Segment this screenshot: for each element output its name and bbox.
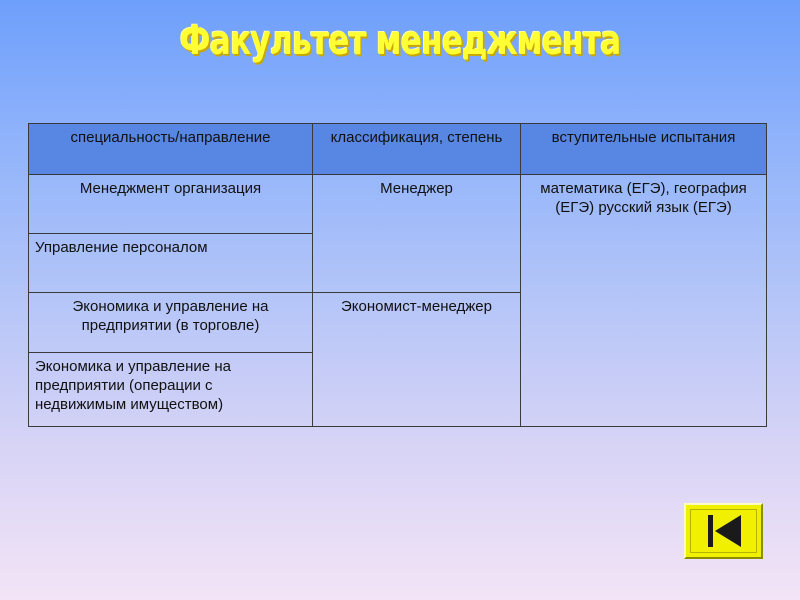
back-to-start-button[interactable] [684, 503, 763, 559]
table-row [29, 175, 767, 234]
specialties-table [28, 123, 767, 427]
specialty-cell: Экономика и управление на предприятии (операции с недвижимым имуществом) [29, 353, 313, 427]
header-qualification: классификация, степень [313, 124, 521, 175]
specialty-cell: Экономика и управление на предприятии (в торговле) [29, 293, 313, 353]
header-specialty: специальность/направление [29, 124, 313, 175]
header-exams: вступительные испытания [521, 124, 767, 175]
specialty-cell: Менеджмент организация [29, 175, 313, 234]
page-title: Факультет менеджмента [179, 18, 621, 64]
specialty-cell: Управление персоналом [29, 234, 313, 293]
qualification-cell: Менеджер [313, 175, 521, 293]
skip-back-icon [686, 505, 761, 557]
table-header-row [29, 124, 767, 175]
exams-cell: математика (ЕГЭ), география (ЕГЭ) русский язык (ЕГЭ) [521, 175, 767, 427]
qualification-cell: Экономист-менеджер [313, 293, 521, 427]
